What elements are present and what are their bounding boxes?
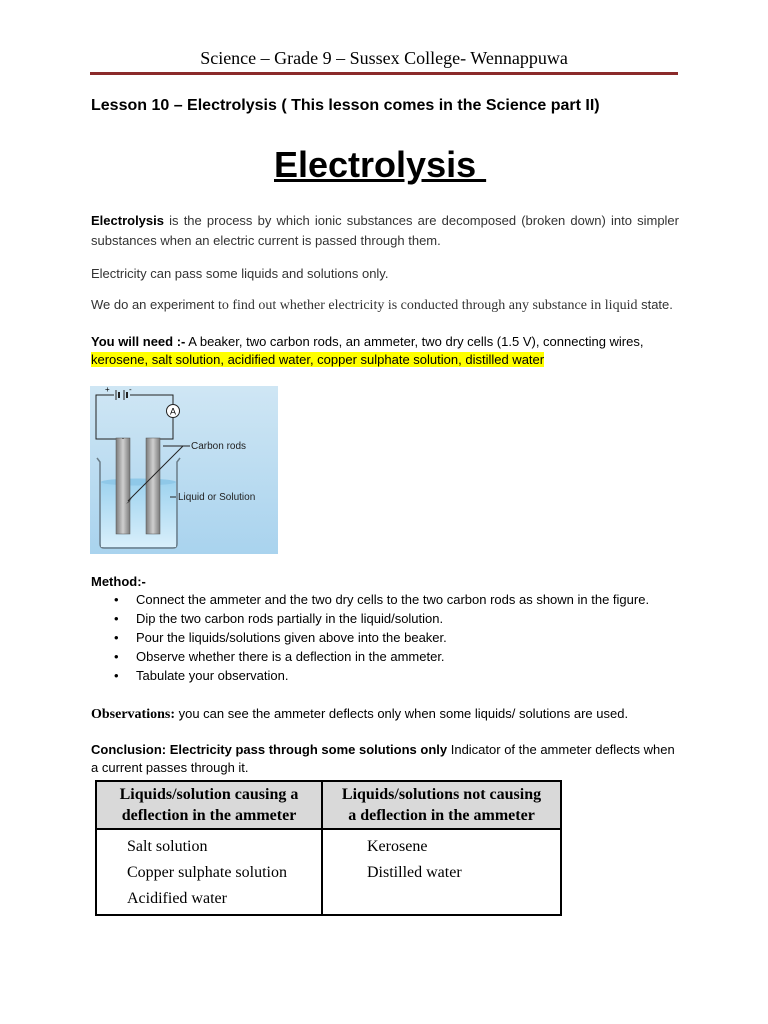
table-header-not-causing: Liquids/solutions not causing a deflection in the ammeter [322,781,561,829]
minus-sign: - [129,386,132,394]
conclusion-label: Conclusion: Electricity pass through some solutions only [91,742,448,757]
table-cell-item: Copper sulphate solution [127,864,287,881]
materials-paragraph [91,333,681,369]
bullet-icon: • [114,592,119,607]
experiment-paragraph [91,296,679,315]
materials-highlighted: kerosene, salt solution, acidified water, copper sulphate solution, distilled water [91,352,545,367]
table-cell-not-causing [322,829,561,915]
page-title: Electrolysis [274,144,487,185]
bullet-icon: • [114,649,119,664]
table-cell-item: Salt solution [127,838,208,855]
plus-sign: + [105,386,110,394]
ammeter-symbol: A [170,406,177,417]
carbon-rod-left [116,438,130,534]
conclusion-paragraph [91,741,681,777]
page-header: Science – Grade 9 – Sussex College- Wennappuwa [200,48,568,68]
method-step: • Observe whether there is a deflection in the ammeter. [114,649,445,664]
definition-paragraph [91,211,679,251]
carbon-rod-right [146,438,160,534]
electricity-paragraph: Electricity can pass some liquids and solutions only. [91,266,389,281]
definition-text: is the process by which ionic substances are decomposed (broken down) into simpler substances when an electric current is passed through them. [91,213,679,248]
materials-label: You will need :- [91,334,186,349]
lesson-title: Lesson 10 – Electrolysis ( This lesson comes in the Science part II) [91,97,600,114]
beaker-liquid [101,482,176,547]
observations-label: Observations: [91,707,175,722]
carbon-rods-label: Carbon rods [191,441,247,452]
method-step: • Pour the liquids/solutions given above into the beaker. [114,630,447,645]
table-cell-item: Kerosene [367,838,428,855]
liquid-label: Liquid or Solution [178,492,256,503]
method-step: • Tabulate your observation. [114,668,289,683]
observations-text: you can see the ammeter deflects only when some liquids/ solutions are used. [175,706,629,721]
table-header-row [96,781,561,829]
materials-text: A beaker, two carbon rods, an ammeter, two dry cells (1.5 V), connecting wires, [185,334,644,349]
bullet-icon: • [114,668,119,683]
table-cell-causing [96,829,322,915]
definition-term: Electrolysis [91,213,164,228]
apparatus-diagram [90,386,278,554]
experiment-text-end: state. [637,297,673,312]
header-divider [90,72,678,75]
conclusion-text: Indicator of the ammeter deflects when a current passes through it. [91,742,675,775]
table-header-causing: Liquids/solution causing a deflection in the ammeter [96,781,322,829]
table-cell-item: Distilled water [367,864,462,881]
experiment-text-serif: to find out whether electricity is conducted through any substance in liquid [217,298,638,313]
method-step: • Connect the ammeter and the two dry cells to the two carbon rods as shown in the figure. [114,592,650,607]
method-label: Method:- [91,574,146,589]
apparatus-figure [90,386,278,554]
method-list [110,591,670,686]
observation-table [95,780,562,916]
method-step: • Dip the two carbon rods partially in the liquid/solution. [114,611,444,626]
table-row [96,829,561,915]
bullet-icon: • [114,630,119,645]
liquid-surface [101,479,176,486]
observations-paragraph [91,705,681,723]
table-cell-item: Acidified water [127,890,227,907]
experiment-text-start: We do an experiment [91,297,218,312]
bullet-icon: • [114,611,119,626]
